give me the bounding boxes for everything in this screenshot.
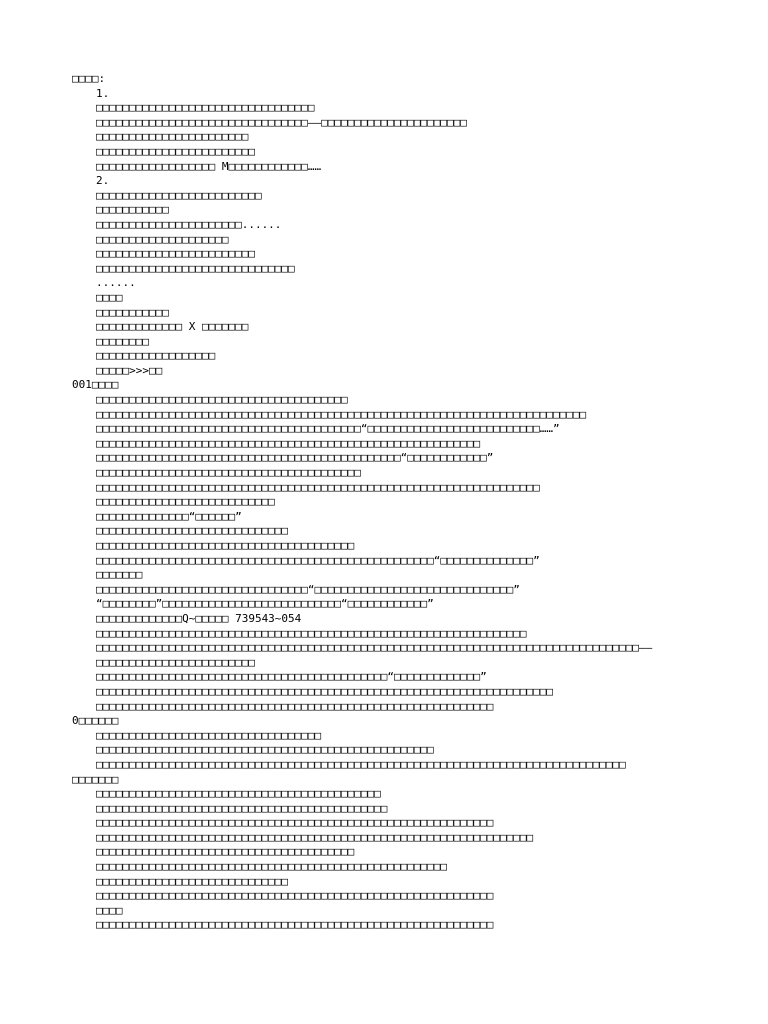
body-text-line: □□□□□□□: [96, 568, 143, 582]
body-text-line: □□□□□□□□□□□□□□□□□□□□□□□□□□□□□□□□□□□□□□□□□□□□□□□□□□□□□□□□□□□□: [96, 918, 494, 932]
body-text-line: □□□□□□□□□□□□□□□□□□□□□□□□□□□□□□□□□□□□□□□□□□□□□□□□□□□□□□□□□□□□: [96, 816, 494, 830]
document-page: [72, 72, 712, 933]
body-text-line: □□□□□□□□: [96, 334, 149, 348]
body-text-line: □□□□□□□□□□□□□□□□□□□□□□□□□□□□□□□□□□□□□□□□□□□□□□□□□□□□□□□□□□□□□□□□□□□: [96, 480, 540, 494]
body-text-line: □□□□□□□□□□□□□□□□□□ M□□□□□□□□□□□□……: [96, 159, 322, 173]
body-text-line: □□□□□□□□□□□□□□□□□□□□□□□□□□□□□□□□□□□□□□□□□□□□□□□□□□□□□□□□□□□□□□□□□□□□□□□□□□□□□□□□□□——: [96, 641, 653, 655]
body-text-line: □□□□: [96, 290, 123, 304]
body-text-line: □□□□□□□□□□□□□□□□□□□□□□□□□□□□□: [96, 874, 289, 888]
body-text-line: □□□□□□□□□□□□□□□□□□□□: [96, 232, 229, 246]
body-text-line: ......: [96, 276, 136, 290]
body-text-line: □□□□□□□□□□□□□□□□□□□□□□□□□□□□□□□□□□□□□□□□□□□□: [96, 801, 388, 815]
body-text-line: □□□□□□□□□□□□□□□□□□□□□□□□□□□□□□□□“□□□□□□□□□□□□□□□□□□□□□□□□□□□□□□”: [96, 582, 520, 596]
section-heading: □□□□□□□: [72, 772, 119, 786]
body-text-line: □□□□□□□□□□□□□□□□□□□□□□□□□□□: [96, 495, 275, 509]
body-text-line: □□□□□□□□□□□□□□□□□□□□□□□: [96, 130, 249, 144]
body-text-line: □□□□□□□□□□□□□□□□□□□□□□□□□□□□□□□□□□□□□□□□□□□□□□□□□□□□□□□□□□□□□□□□□□□□□: [96, 684, 553, 698]
body-text-line: □□□□□□□□□□□□□□□□□□□□□□......: [96, 217, 282, 231]
body-text-line: □□□□□□□□□□□□□□□□□□□□□□□□: [96, 144, 255, 158]
body-text-line: 1.: [96, 86, 110, 100]
body-text-line: □□□□□□□□□□□□□□□□□□□□□□□□□□□□□□□□□□□□□□□□□□□□□□□□□□□□□□□□□□□□: [96, 889, 494, 903]
body-text-line: □□□□□□□□□□□□□□□□□□□□□□□□□□□□□□□□□□□□□□□□□□□□□□□□□□□□□□□□□□□□□□□□□: [96, 626, 527, 640]
body-text-line: □□□□□□□□□□□□□□□□□□□□□□□□□□□□□□□□□□□□□□□□□□□□□□□□□□□□□□□□□□□□□□□□□□□□□□□□□□□□□□□□: [96, 757, 626, 771]
body-text-line: □□□□□□□□□□□□□□□□□□□□□□□□□□□□□□□□□□□□□□□□□□□□□□□□□□□□□□□□□□: [96, 436, 481, 450]
body-text-line: □□□□□□□□□□□□□□□□□□□□□□□□□□□□□□□□——□□□□□□□□□□□□□□□□□□□□□□: [96, 115, 467, 129]
body-text-line: □□□□□□□□□□□□□□□□□□□□□□□□□□□□□□□□□□□□□□□□□□□□□□□□□□□□□□□□□□□□□□□□□□□□□□□□□□: [96, 407, 587, 421]
body-text-line: □□□□□□□□□□□□□□□□□□: [96, 349, 216, 363]
body-text-line: □□□□□□□□□□□□□□□□□□□□□□□□□□□□□□□□□□□□□□□□□□□□□□□□□□□□□□□□□□□□: [96, 699, 494, 713]
body-text-line: □□□□□□□□□□□□□□□□□□□□□□□□□□□□□□□□□□□□□□□□□□□□□□□□□□□: [96, 743, 434, 757]
body-text-line: □□□□□□□□□□□□□□□□□□□□□□□□□□□□□□□□□□□□□□□□□□□: [96, 787, 381, 801]
body-text-line: □□□□□□□□□□□□□□□□□□□□□□□□□□□□□□□□□: [96, 101, 315, 115]
body-text-line: □□□□□□□□□□□: [96, 305, 169, 319]
section-heading: □□□□:: [72, 72, 106, 85]
body-text-line: □□□□□□□□□□□□□ X □□□□□□□: [96, 320, 249, 334]
body-text-line: □□□□□□□□□□□□□□□□□□□□□□□□□□□□□□: [96, 261, 295, 275]
section-heading: 0□□□□□□: [72, 714, 119, 728]
body-text-line: □□□□□□□□□□□□□□□□□□□□□□□□□: [96, 188, 262, 202]
body-text-line: □□□□□□□□□□□□□□□□□□□□□□□□□□□□□□□□□□□□□□: [96, 393, 348, 407]
body-text-line: □□□□□>>>□□: [96, 363, 163, 377]
body-text-line: □□□□□□□□□□□□□□□□□□□□□□□□□□□□□□□□□□□□□□□□□□□□□□□□□□□□□□□□□□□□□□□□□□: [96, 830, 534, 844]
body-text-line: □□□□□□□□□□□□□Q~□□□□□ 739543~054: [96, 611, 302, 625]
section-heading: 001□□□□: [72, 378, 119, 392]
body-text-line: □□□□□□□□□□□□□□“□□□□□□”: [96, 509, 242, 523]
body-text-line: □□□□□□□□□□□□□□□□□□□□□□□□□□□□□□□□□□□□□□□□“□□□□□□□□□□□□□□□□□□□□□□□□□□……”: [96, 422, 560, 436]
body-text-line: □□□□□□□□□□□□□□□□□□□□□□□□□□□□□□□□□□□□□□□: [96, 539, 355, 552]
body-text-line: □□□□□□□□□□□□□□□□□□□□□□□□: [96, 655, 255, 669]
body-text-line: □□□□: [96, 903, 123, 917]
body-text-line: □□□□□□□□□□□□□□□□□□□□□□□□□□□□□□□□□□□□□□□□: [96, 466, 361, 480]
body-text-line: “□□□□□□□□”□□□□□□□□□□□□□□□□□□□□□□□□□□□“□□□□□□□□□□□□”: [96, 597, 434, 611]
body-text-line: □□□□□□□□□□□□□□□□□□□□□□□□□□□□□□□□□□□□□□□□□□□□“□□□□□□□□□□□□□”: [96, 670, 487, 684]
body-text-line: □□□□□□□□□□□□□□□□□□□□□□□□□□□□□□□□□□: [96, 728, 322, 742]
body-text-line: □□□□□□□□□□□□□□□□□□□□□□□□□□□□□: [96, 524, 289, 538]
body-text-line: □□□□□□□□□□□□□□□□□□□□□□□□□□□□□□□□□□□□□□□□□□□□□□□□□□□□□: [96, 860, 447, 874]
body-text-line: □□□□□□□□□□□□□□□□□□□□□□□□: [96, 247, 255, 261]
body-text-line: 2.: [96, 174, 110, 188]
body-text-line: □□□□□□□□□□□: [96, 203, 169, 217]
body-text-line: □□□□□□□□□□□□□□□□□□□□□□□□□□□□□□□□□□□□□□□: [96, 845, 355, 859]
body-text-line: □□□□□□□□□□□□□□□□□□□□□□□□□□□□□□□□□□□□□□□□□□□□□□□□□□□“□□□□□□□□□□□□□□”: [96, 553, 540, 567]
body-text-line: □□□□□□□□□□□□□□□□□□□□□□□□□□□□□□□□□□□□□□□□□□□□□□“□□□□□□□□□□□□”: [96, 451, 494, 465]
